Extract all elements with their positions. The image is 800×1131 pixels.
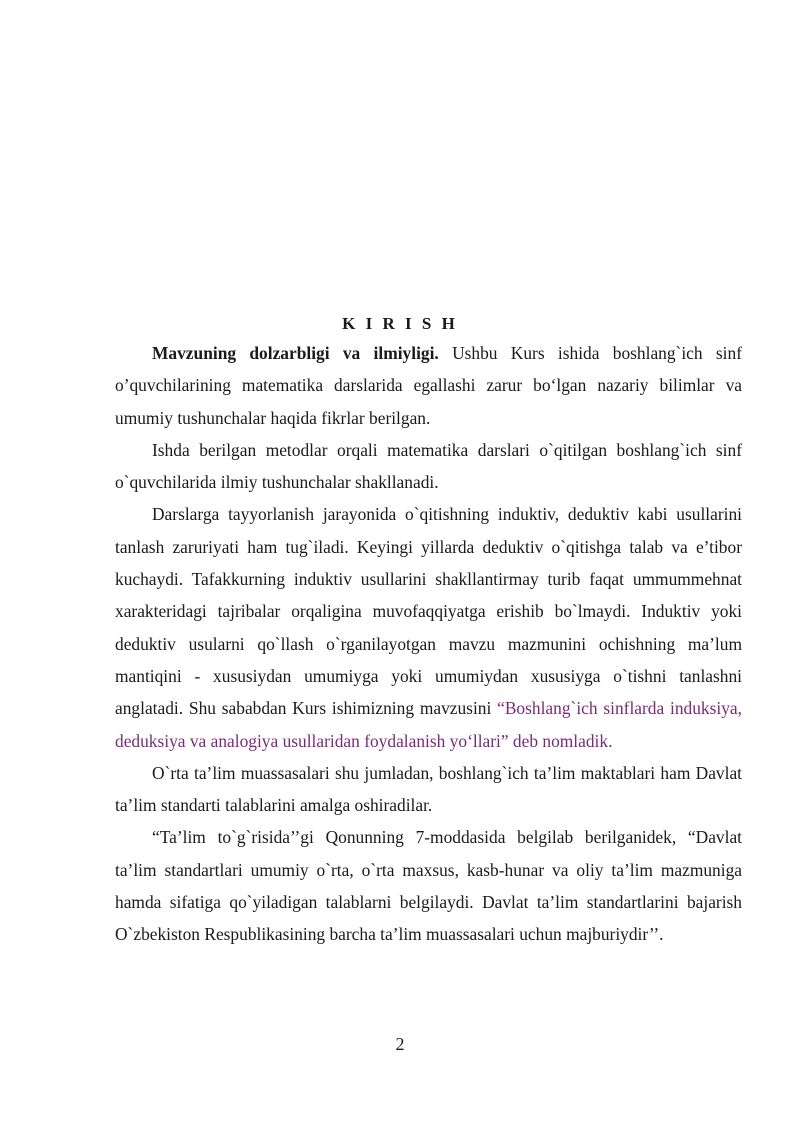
paragraph-law-quote <box>115 821 742 950</box>
body-text <box>115 337 742 951</box>
paragraph-standards <box>115 757 742 822</box>
topic-title-highlight: “Boshlang`ich sinflarda induksiya, deduksiya va analogiya usullaridan foydalanish yo‘llari” deb nomladik. <box>115 698 742 751</box>
paragraph-methods <box>115 434 742 499</box>
paragraph-text: Darslarga tayyorlanish jarayonida o`qitishning induktiv, deduktiv kabi usullarini tanlash zaruriyati ham tug`iladi. Keyingi yillarda deduktiv o`qitishga talab va e’tibor kuchaydi. Tafakkurning induktiv usullarini shakllantirmay turib faqat ummummehnat xarakteridagi tajribalar orqaligina muvofaqqiyatga erishib bo`lmaydi. Induktiv yoki deduktiv usularni qo`llash o`rganilayotgan mavzu mazmunini ochishning ma’lum mantiqini - xususiydan umumiyga yoki umumiydan xususiyga o`tishni tanlashni anglatadi. Shu sababdan Kurs ishimizning mavzusini <box>115 504 742 719</box>
paragraph-lead: Mavzuning dolzarbligi va ilmiyligi. <box>152 343 439 363</box>
paragraph-text: Ishda berilgan metodlar orqali matematika darslari o`qitilgan boshlang`ich sinf o`quvchilarida ilmiy tushunchalar shakllanadi. <box>115 439 742 493</box>
section-heading: K I R I S H <box>342 314 458 333</box>
paragraph-text: Ushbu Kurs ishida boshlang`ich sinf o’quvchilarining matematika darslarida egallashi zarur bo‘lgan nazariy bilimlar va umumiy tushunchalar haqida fikrlar berilgan. <box>115 343 742 428</box>
paragraph-text: “Ta’lim to`g`risida’’gi Qonunning 7-moddasida belgilab berilganidek, “Davlat ta’lim standartlari umumiy o`rta, o`rta maxsus, kasb-hunar va oliy ta’lim mazmuniga hamda sifatiga qo`yiladigan talablarni belgilaydi. Davlat ta’lim standartlarini bajarish O`zbekiston Respublikasining barcha ta’lim muassasalari uchun majburiydir’’. <box>115 827 742 945</box>
paragraph-text: O`rta ta’lim muassasalari shu jumladan, boshlang`ich ta’lim maktablari ham Davlat ta’lim standarti talablarini amalga oshiradilar. <box>115 762 742 816</box>
paragraph-relevance <box>115 337 742 434</box>
page-number: 2 <box>395 1034 405 1054</box>
paragraph-topic <box>115 498 742 756</box>
